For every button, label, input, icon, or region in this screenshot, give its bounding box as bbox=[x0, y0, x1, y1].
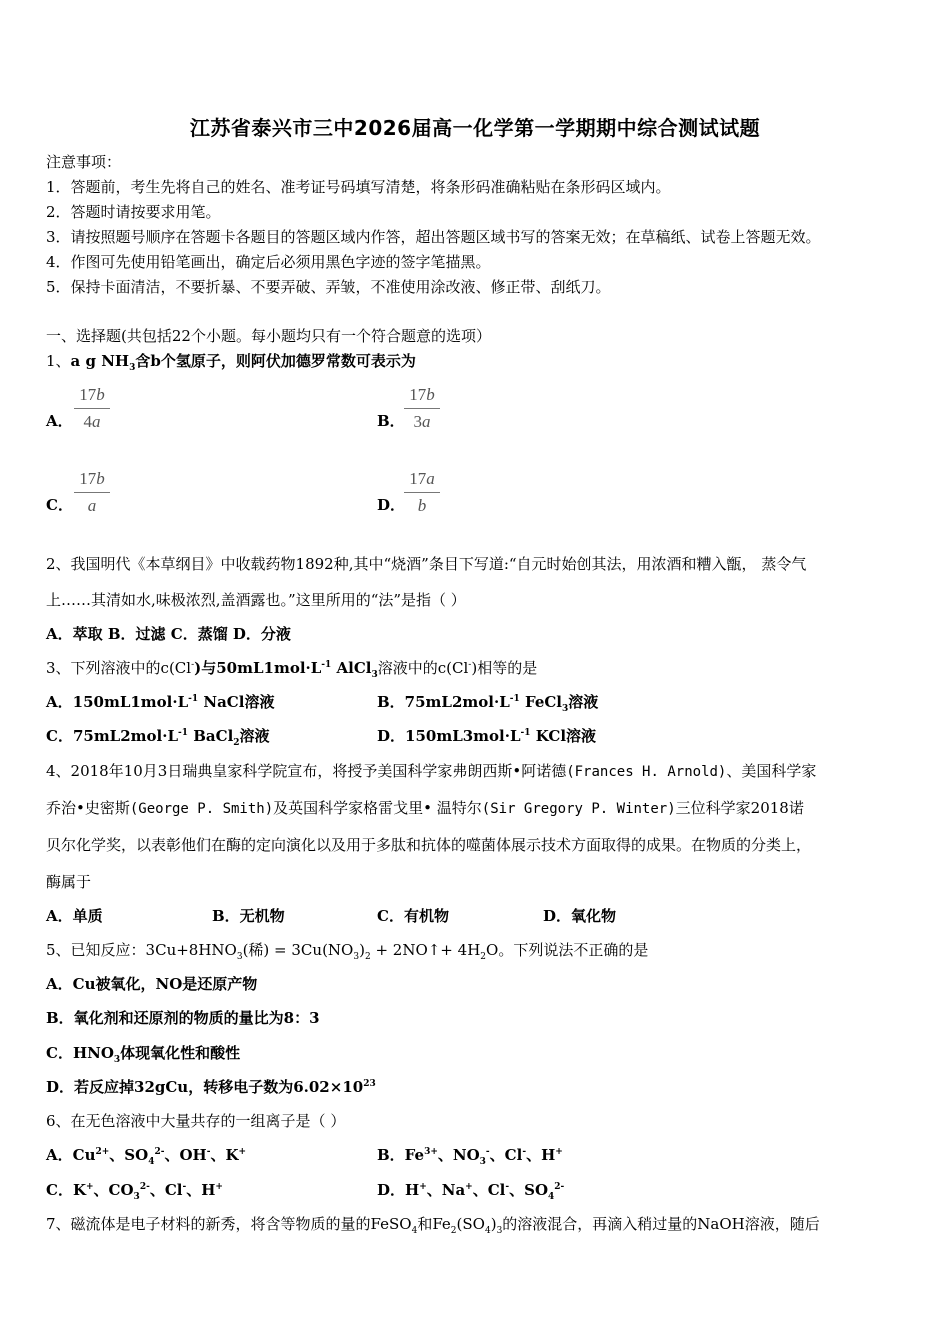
question-3-option-a bbox=[46, 692, 274, 712]
option-text: 、Cl bbox=[472, 1181, 506, 1199]
stem-text: 5、已知反应：3Cu+8HNO bbox=[46, 941, 237, 959]
option-d-fraction bbox=[404, 468, 440, 517]
question-5-option-a: A．Cu被氧化，NO是还原产物 bbox=[46, 975, 258, 993]
question-5-option-b: B．氧化剂和还原剂的物质的量比为8：3 bbox=[46, 1009, 320, 1027]
option-text: C．75mL2mol·L bbox=[46, 727, 179, 745]
notice-item: 5．保持卡面清洁，不要折暴、不要弄破、弄皱，不准使用涂改液、修正带、刮纸刀。 bbox=[46, 278, 611, 296]
subscript: 4 bbox=[411, 1226, 418, 1236]
numerator-var: b bbox=[426, 385, 435, 404]
question-6-option-a bbox=[46, 1145, 246, 1165]
option-text: 、Na bbox=[426, 1181, 466, 1199]
question-2-options: A．萃取 B．过滤 C．蒸馏 D．分液 bbox=[46, 625, 291, 643]
option-c-fraction bbox=[74, 468, 110, 517]
stem-text: (SO bbox=[456, 1215, 485, 1233]
option-text: 、Cl bbox=[489, 1146, 523, 1164]
option-text: FeCl bbox=[519, 693, 562, 711]
stem-text: 三位科学家2018诺 bbox=[675, 799, 804, 817]
superscript: - bbox=[206, 1147, 211, 1157]
option-text: 、H bbox=[186, 1181, 216, 1199]
notice-item: 1．答题前，考生先将自己的姓名、准考证号码填写清楚，将条形码准确粘贴在条形码区域内。 bbox=[46, 178, 671, 196]
stem-text: (Frances H. Arnold) bbox=[566, 764, 727, 780]
stem-text: 溶液中的c(Cl bbox=[377, 659, 469, 677]
subscript: 4 bbox=[148, 1157, 155, 1167]
stem-text: (Sir Gregory P. Winter) bbox=[481, 801, 676, 817]
superscript: 2- bbox=[554, 1182, 565, 1192]
stem-text: 3、下列溶液中的c(Cl bbox=[46, 659, 192, 677]
superscript: -1 bbox=[321, 660, 332, 670]
subscript: 3 bbox=[236, 952, 243, 962]
question-2-line: 上……其清如水,味极浓烈,盖酒露也。”这里所用的“法”是指（ ） bbox=[46, 591, 466, 609]
question-4-line: 酶属于 bbox=[46, 873, 92, 891]
option-text: D．若反应掉32gCu，转移电子数为6.02×10 bbox=[46, 1078, 364, 1096]
subscript: 4 bbox=[548, 1192, 555, 1202]
option-text: C．HNO bbox=[46, 1044, 114, 1062]
question-4-option-b: B．无机物 bbox=[212, 907, 285, 925]
stem-text: 含b个氢原子，则阿伏加德罗常数可表示为 bbox=[135, 352, 416, 370]
question-4-line: 贝尔化学奖，以表彰他们在酶的定向演化以及用于多肽和抗体的噬菌体展示技术方面取得的成果。在物质的分类上， bbox=[46, 836, 812, 854]
question-6-stem: 6、在无色溶液中大量共存的一组离子是（ ） bbox=[46, 1112, 346, 1130]
stem-text: a g NH bbox=[70, 352, 130, 370]
option-text: 、H bbox=[526, 1146, 556, 1164]
superscript: + bbox=[85, 1182, 94, 1192]
option-b-fraction bbox=[404, 384, 440, 433]
question-2-line: 2、我国明代《本草纲目》中收载药物1892种,其中“烧酒”条目下写道:“自元时始创其法，用浓酒和糟入甑， 蒸令气 bbox=[46, 555, 807, 573]
option-a-fraction bbox=[74, 384, 110, 433]
stem-text: (George P. Smith) bbox=[129, 801, 274, 817]
subscript: 3 bbox=[371, 670, 378, 680]
option-text: D．H bbox=[377, 1181, 420, 1199]
question-4-option-d: D．氧化物 bbox=[543, 907, 617, 925]
superscript: -1 bbox=[520, 728, 531, 738]
stem-text: (稀) = 3Cu(NO bbox=[242, 941, 354, 959]
question-4-option-c: C．有机物 bbox=[377, 907, 449, 925]
section-heading: 一、选择题(共包括22个小题。每小题均只有一个符合题意的选项） bbox=[46, 327, 491, 345]
question-4-option-a: A．单质 bbox=[46, 907, 103, 925]
numerator-number: 17 bbox=[79, 469, 97, 488]
superscript: - bbox=[485, 1147, 490, 1157]
stem-text: ) bbox=[490, 1215, 497, 1233]
option-text: B．Fe bbox=[377, 1146, 425, 1164]
numerator-var: b bbox=[96, 385, 105, 404]
subscript: 4 bbox=[484, 1226, 491, 1236]
option-d-label: D． bbox=[377, 496, 406, 514]
subscript: 3 bbox=[496, 1226, 503, 1236]
superscript: -1 bbox=[178, 728, 189, 738]
subscript: 3 bbox=[562, 704, 569, 714]
question-1-stem bbox=[46, 351, 416, 371]
option-text: C．K bbox=[46, 1181, 86, 1199]
option-text: D．150mL3mol·L bbox=[377, 727, 521, 745]
option-text: KCl溶液 bbox=[530, 727, 597, 745]
stem-text: 的溶液混合，再滴入稍过量的NaOH溶液，随后 bbox=[502, 1215, 820, 1233]
numerator-number: 17 bbox=[409, 385, 427, 404]
subscript: 3 bbox=[129, 363, 136, 373]
denominator-var: a bbox=[422, 412, 431, 431]
question-6-option-d bbox=[377, 1180, 564, 1200]
stem-text: 、美国科学家 bbox=[726, 762, 817, 780]
option-text: 、CO bbox=[93, 1181, 134, 1199]
question-3-stem bbox=[46, 658, 537, 678]
numerator-var: b bbox=[96, 469, 105, 488]
option-b-label: B． bbox=[377, 412, 405, 430]
denominator-number: 3 bbox=[413, 412, 422, 431]
question-number: 1、 bbox=[46, 352, 71, 370]
superscript: - bbox=[522, 1147, 527, 1157]
superscript: - bbox=[191, 660, 195, 670]
notice-item: 3．请按照题号顺序在答题卡各题目的答题区域内作答，超出答题区域书写的答案无效；在草稿纸、试卷上答题无效。 bbox=[46, 228, 821, 246]
denominator-number: 4 bbox=[83, 412, 92, 431]
stem-text: ) bbox=[359, 941, 365, 959]
notice-heading: 注意事项： bbox=[46, 153, 122, 171]
subscript: 3 bbox=[353, 952, 360, 962]
option-text: A．Cu bbox=[46, 1146, 96, 1164]
question-3-option-c bbox=[46, 726, 270, 746]
option-text: A．150mL1mol·L bbox=[46, 693, 189, 711]
superscript: 2+ bbox=[95, 1147, 110, 1157]
question-5-stem bbox=[46, 940, 648, 960]
superscript: - bbox=[468, 660, 472, 670]
subscript: 2 bbox=[450, 1226, 457, 1236]
superscript: + bbox=[419, 1182, 427, 1192]
superscript: 2- bbox=[139, 1182, 150, 1192]
question-4-line bbox=[46, 761, 816, 782]
denominator-var: b bbox=[417, 496, 427, 515]
option-text: 、Cl bbox=[149, 1181, 183, 1199]
subscript: 2 bbox=[480, 952, 487, 962]
question-6-option-c bbox=[46, 1180, 223, 1200]
stem-text: + 2NO↑+ 4H bbox=[370, 941, 481, 959]
stem-text: 7、磁流体是电子材料的新秀，将含等物质的量的FeSO bbox=[46, 1215, 412, 1233]
superscript: + bbox=[215, 1182, 223, 1192]
stem-text: AlCl bbox=[331, 659, 372, 677]
superscript: 23 bbox=[363, 1079, 376, 1089]
option-text: 、NO bbox=[437, 1146, 480, 1164]
stem-text: 乔治•史密斯 bbox=[46, 799, 130, 817]
stem-text: 和Fe bbox=[417, 1215, 451, 1233]
page-title: 江苏省泰兴市三中2026届高一化学第一学期期中综合测试试题 bbox=[189, 116, 761, 140]
superscript: + bbox=[555, 1147, 563, 1157]
option-c-label: C． bbox=[46, 496, 73, 514]
superscript: - bbox=[505, 1182, 510, 1192]
stem-text: )相等的是 bbox=[471, 659, 538, 677]
question-5-option-c bbox=[46, 1043, 240, 1063]
option-text: BaCl bbox=[188, 727, 234, 745]
denominator-var: a bbox=[92, 412, 101, 431]
question-6-option-b bbox=[377, 1145, 563, 1165]
option-a-label: A． bbox=[46, 412, 73, 430]
subscript: 3 bbox=[479, 1157, 486, 1167]
subscript: 3 bbox=[133, 1192, 140, 1202]
option-text: 、SO bbox=[509, 1181, 549, 1199]
stem-text: 4、2018年10月3日瑞典皇家科学院宣布，将授予美国科学家弗朗西斯•阿诺德 bbox=[46, 762, 567, 780]
question-5-option-d bbox=[46, 1077, 376, 1097]
notice-item: 2．答题时请按要求用笔。 bbox=[46, 203, 221, 221]
notice-item: 4．作图可先使用铅笔画出，确定后必须用黑色字迹的签字笔描黑。 bbox=[46, 253, 491, 271]
option-text: 体现氧化性和酸性 bbox=[120, 1044, 241, 1062]
superscript: 3+ bbox=[424, 1147, 438, 1157]
stem-text: O。下列说法不正确的是 bbox=[486, 941, 649, 959]
subscript: 3 bbox=[113, 1055, 121, 1065]
question-3-option-d bbox=[377, 726, 596, 746]
stem-text: 及英国科学家格雷戈里• 温特尔 bbox=[273, 799, 482, 817]
option-text: B．75mL2mol·L bbox=[377, 693, 510, 711]
option-text: 、OH bbox=[164, 1146, 207, 1164]
question-7-stem bbox=[46, 1214, 820, 1234]
superscript: -1 bbox=[188, 694, 199, 704]
superscript: -1 bbox=[509, 694, 520, 704]
option-text: 、K bbox=[210, 1146, 239, 1164]
option-text: 溶液 bbox=[568, 693, 599, 711]
numerator-var: a bbox=[426, 469, 435, 488]
question-4-line bbox=[46, 798, 804, 819]
superscript: 2- bbox=[154, 1147, 165, 1157]
superscript: + bbox=[465, 1182, 473, 1192]
option-text: NaCl溶液 bbox=[198, 693, 275, 711]
denominator-var: a bbox=[87, 496, 97, 515]
subscript: 2 bbox=[233, 738, 240, 748]
option-text: 溶液 bbox=[239, 727, 270, 745]
option-text: 、SO bbox=[109, 1146, 149, 1164]
subscript: 2 bbox=[364, 952, 371, 962]
stem-text: )与50mL1mol·L bbox=[194, 659, 322, 677]
numerator-number: 17 bbox=[409, 469, 427, 488]
numerator-number: 17 bbox=[79, 385, 97, 404]
superscript: + bbox=[238, 1147, 247, 1157]
superscript: - bbox=[182, 1182, 187, 1192]
question-3-option-b bbox=[377, 692, 598, 712]
